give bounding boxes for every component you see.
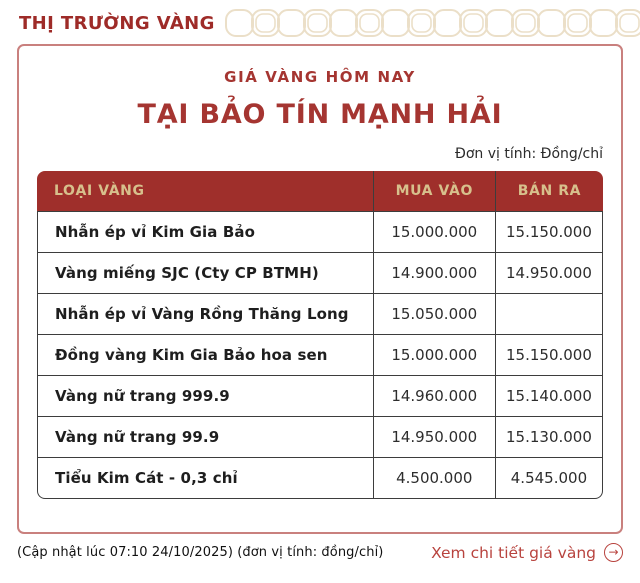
section-title: THỊ TRƯỜNG VÀNG [19, 12, 215, 34]
price-table-body [37, 212, 603, 499]
gold-type-cell: Nhẫn ép vỉ Vàng Rồng Thăng Long [37, 294, 373, 335]
table-row [37, 212, 603, 253]
buy-price-cell: 4.500.000 [373, 458, 495, 499]
gold-type-cell: Vàng miếng SJC (Cty CP BTMH) [37, 253, 373, 294]
table-row [37, 417, 603, 458]
column-header-buy: MUA VÀO [373, 171, 495, 212]
circle-arrow-icon: → [604, 543, 623, 562]
buy-price-cell: 14.960.000 [373, 376, 495, 417]
unit-note: Đơn vị tính: Đồng/chỉ [454, 146, 603, 162]
gold-price-table [37, 171, 603, 499]
sell-price-cell: 4.545.000 [495, 458, 603, 499]
sell-price-cell [495, 294, 603, 335]
table-header [37, 171, 603, 212]
buy-price-cell: 14.950.000 [373, 417, 495, 458]
sell-price-cell: 14.950.000 [495, 253, 603, 294]
sell-price-cell: 15.130.000 [495, 417, 603, 458]
table-row [37, 253, 603, 294]
sell-price-cell: 15.150.000 [495, 335, 603, 376]
footer-row [17, 543, 623, 562]
gold-type-cell: Vàng nữ trang 99.9 [37, 417, 373, 458]
table-row [37, 458, 603, 499]
sell-price-cell: 15.140.000 [495, 376, 603, 417]
decorative-coin-chain-icon [225, 7, 640, 39]
buy-price-cell: 15.050.000 [373, 294, 495, 335]
column-header-type: LOẠI VÀNG [37, 171, 373, 212]
card-subtitle: GIÁ VÀNG HÔM NAY [224, 68, 416, 86]
section-header [19, 6, 623, 40]
update-note: (Cập nhật lúc 07:10 24/10/2025) (đơn vị tính: đồng/chỉ) [17, 545, 384, 560]
buy-price-cell: 15.000.000 [373, 212, 495, 253]
view-detail-link[interactable] [431, 543, 623, 562]
buy-price-cell: 14.900.000 [373, 253, 495, 294]
table-row [37, 376, 603, 417]
gold-type-cell: Vàng nữ trang 999.9 [37, 376, 373, 417]
table-row [37, 335, 603, 376]
gold-price-card [17, 44, 623, 534]
gold-type-cell: Đồng vàng Kim Gia Bảo hoa sen [37, 335, 373, 376]
card-title: TẠI BẢO TÍN MẠNH HẢI [137, 99, 503, 130]
buy-price-cell: 15.000.000 [373, 335, 495, 376]
view-detail-link-label: Xem chi tiết giá vàng [431, 543, 596, 562]
gold-type-cell: Nhẫn ép vỉ Kim Gia Bảo [37, 212, 373, 253]
gold-type-cell: Tiểu Kim Cát - 0,3 chỉ [37, 458, 373, 499]
column-header-sell: BÁN RA [495, 171, 603, 212]
table-row [37, 294, 603, 335]
sell-price-cell: 15.150.000 [495, 212, 603, 253]
